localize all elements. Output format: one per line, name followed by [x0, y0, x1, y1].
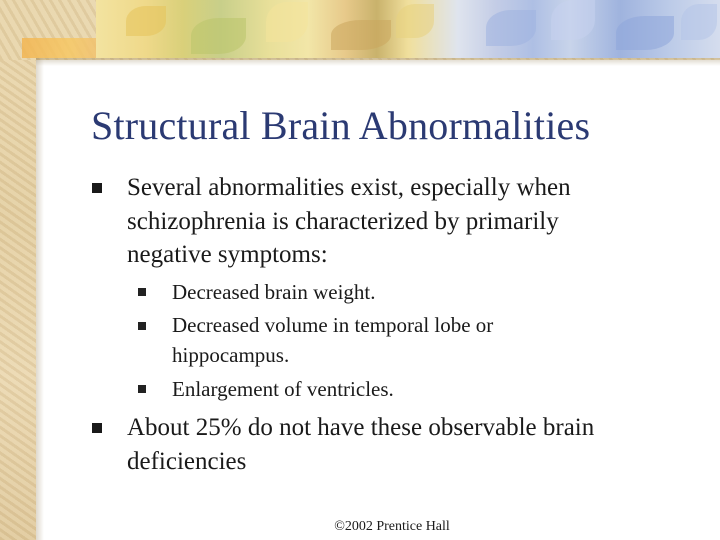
decorative-orange-tab [22, 38, 102, 58]
slide-title: Structural Brain Abnormalities [91, 103, 591, 148]
subbullet-text: Enlargement of ventricles. [172, 377, 394, 401]
bullet-marker [92, 183, 102, 193]
bullet-text: About 25% do not have these observable brain deficiencies [127, 414, 595, 475]
parchment-left-border [0, 0, 36, 540]
decorative-art-strip [96, 0, 720, 58]
subbullet-text: Decreased brain weight. [172, 280, 376, 304]
subbullet-text: Decreased volume in temporal lobe or hippocampus. [172, 313, 494, 367]
subbullet-marker [138, 288, 146, 296]
copyright-text: ©2002 Prentice Hall [334, 519, 450, 534]
subbullet-marker [138, 322, 146, 330]
bullet-marker [92, 423, 102, 433]
slide-footer [0, 519, 720, 535]
subbullet-marker [138, 385, 146, 393]
panel-shadow-left [36, 58, 44, 540]
bullet-text: Several abnormalities exist, especially when schizophrenia is characterized by primarily negative symptoms: [127, 174, 571, 268]
panel-shadow-top [36, 58, 720, 66]
